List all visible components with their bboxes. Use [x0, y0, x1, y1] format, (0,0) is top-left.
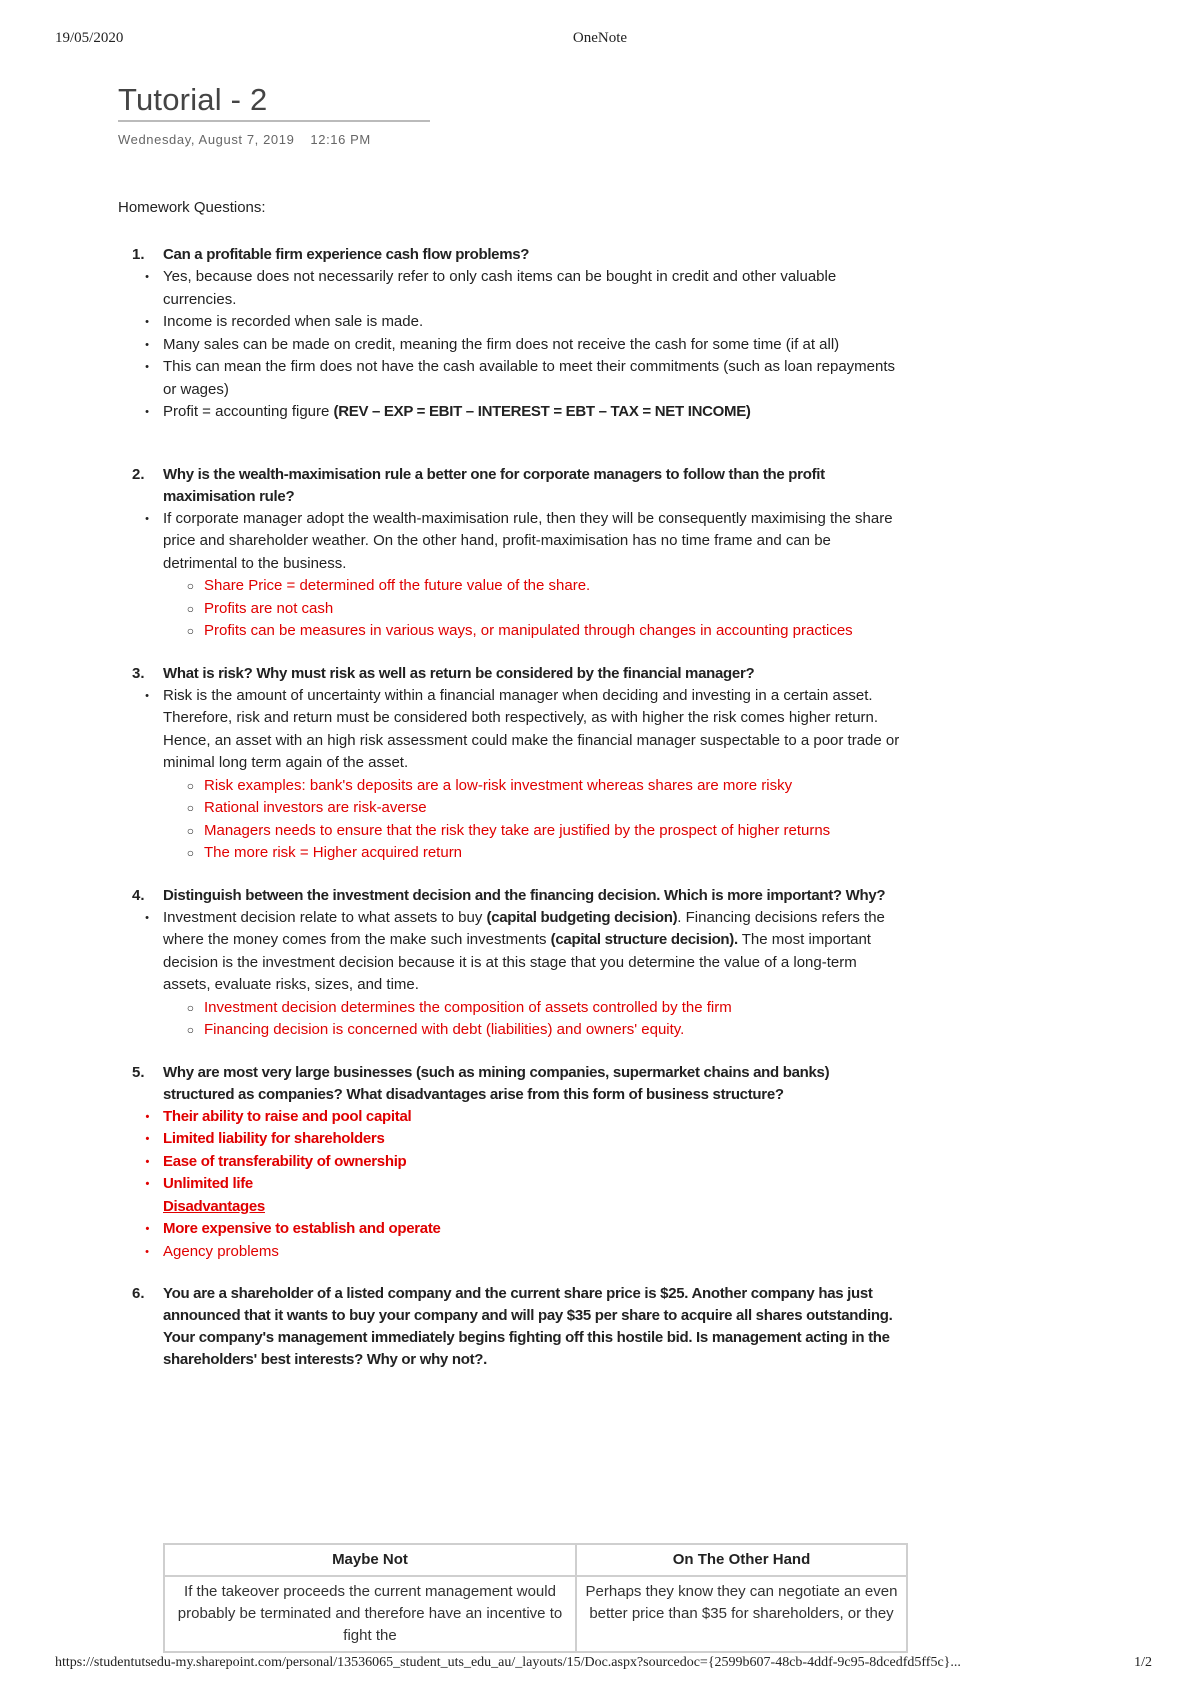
sub-list-item: ○ Profits are not cash — [118, 598, 908, 621]
table-cell: If the takeover proceeds the current management would probably be terminated and therefore have an incentive to fight the — [164, 1576, 576, 1652]
print-app-name: OneNote — [572, 30, 628, 46]
homework-heading: Homework Questions: — [118, 199, 266, 216]
page-title: Tutorial - 2 — [118, 82, 430, 122]
page-content — [118, 82, 908, 1371]
bullet-icon: • — [145, 911, 149, 924]
sub-list-item: ○ Managers needs to ensure that the risk they take are justified by the prospect of higher returns — [118, 820, 908, 843]
list-item: • Unlimited life — [118, 1173, 908, 1196]
question-text: What is risk? Why must risk as well as return be considered by the financial manager? — [163, 664, 755, 682]
question-number: 4. — [132, 886, 145, 904]
list-item: • Investment decision relate to what assets to buy (capital budgeting decision). Financing decisions refers the where the money comes from the make such investments (capital structure decision). The most important decision is the investment decision because it is at this stage that you determine the value of a long-term assets, evaluate risks, sizes, and time. — [118, 907, 908, 997]
print-date: 19/05/2020 — [55, 30, 124, 46]
sub-list-item: ○ The more risk = Higher acquired return — [118, 842, 908, 865]
bullet-icon: • — [145, 406, 149, 418]
circle-bullet-icon: ○ — [186, 1000, 194, 1015]
list-item: • This can mean the firm does not have the cash available to meet their commitments (such as loan repayments or wages) — [118, 356, 908, 401]
list-item: • Risk is the amount of uncertainty within a financial manager when deciding and investing in a certain asset. Therefore, risk and return must be considered both respectively, as with higher the risk comes higher return. Hence, an asset with an high risk assessment could make the financial manager suspectable to a poor trade or minimal long term again of the asset. — [118, 685, 908, 775]
sub-list-item: ○ Rational investors are risk-averse — [118, 797, 908, 820]
list-item: • Limited liability for shareholders — [118, 1128, 908, 1151]
table-header: Maybe Not — [164, 1544, 576, 1576]
bullet-icon: • — [145, 689, 149, 702]
circle-bullet-icon: ○ — [186, 823, 194, 838]
sub-list-item: ○ Investment decision determines the composition of assets controlled by the firm — [118, 997, 908, 1020]
question-text: Why is the wealth-maximisation rule a better one for corporate managers to follow than the profit maximisation rule? — [163, 465, 825, 505]
sub-list-item: ○ Financing decision is concerned with debt (liabilities) and owners' equity. — [118, 1019, 908, 1042]
sub-list-item: ○ Risk examples: bank's deposits are a low-risk investment whereas shares are more risky — [118, 775, 908, 798]
list-item: • Profit = accounting figure (REV – EXP = EBIT – INTEREST = EBT – TAX = NET INCOME) — [118, 401, 908, 424]
question-text: You are a shareholder of a listed company and the current share price is $25. Another company has just announced that it wants to buy your company and will pay $35 per share to acquire all shares outstanding. Your company's management immediately begins fighting off this hostile bid. Is management acting in the shareholders' best interests? Why or why not?. — [163, 1285, 893, 1368]
sub-list-item: ○ Share Price = determined off the future value of the share. — [118, 575, 908, 598]
question-6 — [118, 1283, 908, 1371]
bullet-icon: • — [145, 1110, 149, 1123]
list-item: • Their ability to raise and pool capital — [118, 1106, 908, 1129]
page-datetime — [118, 132, 908, 147]
circle-bullet-icon: ○ — [186, 601, 194, 616]
print-footer — [0, 1655, 1200, 1679]
list-item: • Ease of transferability of ownership — [118, 1151, 908, 1174]
bullet-icon: • — [145, 271, 149, 283]
question-number: 6. — [132, 1285, 145, 1302]
table-cell: Perhaps they know they can negotiate an even better price than $35 for shareholders, or they — [576, 1576, 907, 1652]
list-item: • Yes, because does not necessarily refer to only cash items can be bought in credit and other valuable currencies. — [118, 266, 908, 311]
sub-list-item: ○ Profits can be measures in various ways, or manipulated through changes in accounting practices — [118, 620, 908, 643]
question-number: 1. — [132, 246, 145, 263]
question-2 — [118, 464, 908, 643]
bullet-icon: • — [145, 512, 149, 525]
bullet-icon: • — [145, 1155, 149, 1168]
question-number: 5. — [132, 1063, 145, 1081]
bullet-icon: • — [145, 1133, 149, 1145]
circle-bullet-icon: ○ — [186, 846, 194, 860]
circle-bullet-icon: ○ — [186, 624, 194, 638]
page-time: 12:16 PM — [310, 132, 371, 147]
circle-bullet-icon: ○ — [186, 778, 194, 793]
question-number: 2. — [132, 465, 145, 483]
bullet-icon: • — [145, 1245, 149, 1258]
question-5 — [118, 1062, 908, 1264]
table-header-row — [164, 1544, 907, 1576]
circle-bullet-icon: ○ — [186, 801, 194, 815]
question-4 — [118, 885, 908, 1042]
list-item: • Agency problems — [118, 1241, 908, 1264]
table-header: On The Other Hand — [576, 1544, 907, 1576]
list-item: • More expensive to establish and operate — [118, 1218, 908, 1241]
list-item: • Income is recorded when sale is made. — [118, 311, 908, 334]
list-item: • Many sales can be made on credit, meaning the firm does not receive the cash for some time (if at all) — [118, 334, 908, 357]
bullet-icon: • — [145, 361, 149, 373]
bullet-icon: • — [145, 338, 149, 351]
page-number: 1/2 — [1134, 1655, 1152, 1670]
print-header — [0, 30, 1200, 54]
question-number: 3. — [132, 664, 145, 682]
bullet-icon: • — [145, 1178, 149, 1190]
circle-bullet-icon: ○ — [186, 579, 194, 593]
table-row — [164, 1576, 907, 1652]
circle-bullet-icon: ○ — [186, 1023, 194, 1037]
disadvantages-heading: Disadvantages — [163, 1197, 265, 1215]
question-1 — [118, 244, 908, 424]
bullet-icon: • — [145, 316, 149, 328]
question-text: Distinguish between the investment decision and the financing decision. Which is more important? Why? — [163, 886, 886, 904]
comparison-table — [163, 1543, 908, 1653]
question-text: Can a profitable firm experience cash flow problems? — [163, 246, 530, 263]
list-item: • If corporate manager adopt the wealth-maximisation rule, then they will be consequently maximising the share price and shareholder weather. On the other hand, profit-maximisation has no time frame and can be detrimental to the business. — [118, 508, 908, 576]
bullet-icon: • — [145, 1223, 149, 1235]
page-date: Wednesday, August 7, 2019 — [118, 132, 295, 147]
question-text: Why are most very large businesses (such as mining companies, supermarket chains and banks) structured as companies? What disadvantages arise from this form of business structure? — [163, 1063, 830, 1103]
question-3 — [118, 663, 908, 865]
page-url: https://studentutsedu-my.sharepoint.com/personal/13536065_student_uts_edu_au/_layouts/15/Doc.aspx?sourcedoc={2599b607-48cb-4ddf-9c95-8dcedfd5ff5c}... — [55, 1655, 961, 1670]
